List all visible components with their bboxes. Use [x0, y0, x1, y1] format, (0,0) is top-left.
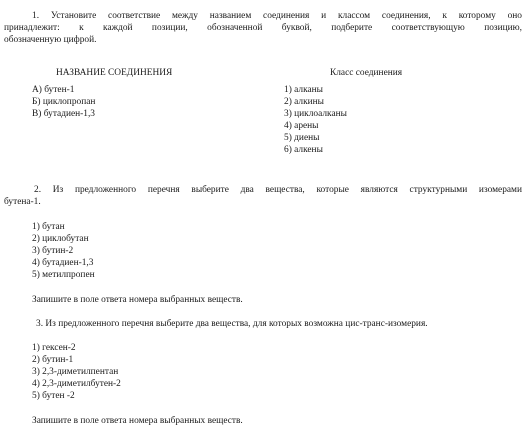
list-item: 3) циклоалканы: [284, 109, 347, 119]
list-item: 6) алкены: [284, 145, 323, 155]
list-item: 1) гексен-2: [32, 343, 76, 353]
q2-options: [32, 221, 95, 281]
list-item: 2) бутин-1: [32, 355, 74, 365]
q2-answer-prompt: Запишите в поле ответа номера выбранных веществ.: [32, 295, 243, 305]
list-item: Б) циклопропан: [32, 97, 96, 107]
q1-right-list: [284, 84, 347, 156]
list-item: 3) бутин-2: [32, 246, 74, 256]
list-item: В) бутадиен-1,3: [32, 109, 95, 119]
list-item: 5) метилпропен: [32, 270, 95, 280]
q3-answer-prompt: Запишите в поле ответа номера выбранных веществ.: [32, 416, 243, 426]
q1-line2: принадлежит: к каждой позиции, обозначенной буквой, подберите соответствующую позицию,: [4, 23, 522, 33]
list-item: А) бутен-1: [32, 85, 75, 95]
q1-right-header: Класс соединения: [330, 68, 403, 78]
list-item: 2) алкины: [284, 97, 324, 107]
list-item: 5) диены: [284, 133, 320, 143]
list-item: 5) бутен -2: [32, 391, 75, 401]
q2-line2: бутена-1.: [4, 197, 41, 207]
q1-left-header: НАЗВАНИЕ СОЕДИНЕНИЯ: [56, 68, 173, 78]
list-item: 2) циклобутан: [32, 234, 89, 244]
q2-line1: 2. Из предложенного перечня выберите два вещества, которые являются структурными изомерами: [34, 185, 522, 195]
q3-options: [32, 342, 121, 402]
list-item: 4) 2,3-диметилбутен-2: [32, 379, 121, 389]
list-item: 4) бутадиен-1,3: [32, 258, 94, 268]
q3-line1: 3. Из предложенного перечня выберите два вещества, для которых возможна цис-транс-изомерия.: [36, 319, 428, 329]
list-item: 3) 2,3-диметилпентан: [32, 367, 119, 377]
list-item: 1) бутан: [32, 222, 65, 232]
q1-line3: обозначенную цифрой.: [4, 35, 97, 45]
list-item: 4) арены: [284, 121, 319, 131]
q1-left-list: [32, 84, 95, 120]
q1-line1: 1. Установите соответствие между названием соединения и классом соединения, к которому оно: [32, 11, 522, 21]
list-item: 1) алканы: [284, 85, 323, 95]
